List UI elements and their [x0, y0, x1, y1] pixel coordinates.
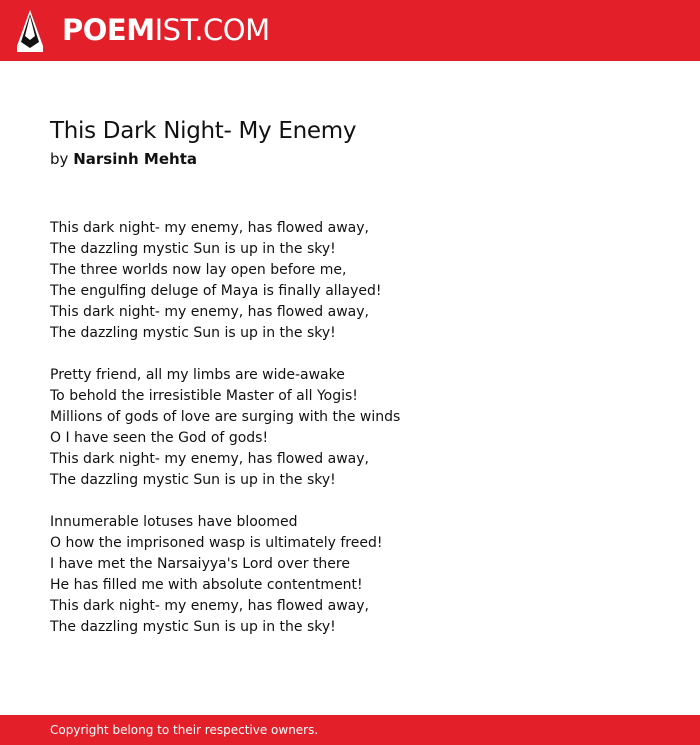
poem-line: The dazzling mystic Sun is up in the sky! [50, 472, 336, 488]
site-header [0, 0, 700, 61]
poem-title: This Dark Night- My Enemy [50, 118, 357, 144]
poem-byline [50, 148, 670, 170]
pen-nib-icon[interactable] [17, 10, 43, 52]
poem-line: The engulfing deluge of Maya is finally allayed! [50, 283, 382, 299]
poem-line: Innumerable lotuses have bloomed [50, 514, 298, 530]
poem-author: Narsinh Mehta [73, 150, 197, 168]
poem-line: This dark night- my enemy, has flowed away, [50, 598, 369, 614]
poem-line: The dazzling mystic Sun is up in the sky! [50, 325, 336, 341]
poem-body [50, 218, 670, 638]
brand-light: IST.COM [154, 13, 270, 47]
stanza [50, 218, 670, 344]
poem-line: This dark night- my enemy, has flowed away, [50, 220, 369, 236]
by-label: by [50, 150, 69, 168]
poem-line: The dazzling mystic Sun is up in the sky! [50, 619, 336, 635]
copyright-text: Copyright belong to their respective owners. [50, 723, 319, 737]
site-logo[interactable] [62, 12, 270, 48]
poem-line: The dazzling mystic Sun is up in the sky! [50, 241, 336, 257]
stanza [50, 365, 670, 491]
site-footer [0, 715, 700, 745]
poem-line: Millions of gods of love are surging with the winds [50, 409, 401, 425]
poem-content [50, 114, 670, 659]
poem-line: I have met the Narsaiyya's Lord over there [50, 556, 350, 572]
poem-line: He has filled me with absolute contentment! [50, 577, 363, 593]
poem-line: This dark night- my enemy, has flowed away, [50, 451, 369, 467]
poem-line: O I have seen the God of gods! [50, 430, 269, 446]
brand-bold: POEM [62, 13, 155, 47]
poem-line: To behold the irresistible Master of all Yogis! [50, 388, 358, 404]
stanza [50, 512, 670, 638]
poem-line: The three worlds now lay open before me, [50, 262, 347, 278]
poem-line: O how the imprisoned wasp is ultimately freed! [50, 535, 383, 551]
poem-line: This dark night- my enemy, has flowed away, [50, 304, 369, 320]
poem-line: Pretty friend, all my limbs are wide-awake [50, 367, 345, 383]
